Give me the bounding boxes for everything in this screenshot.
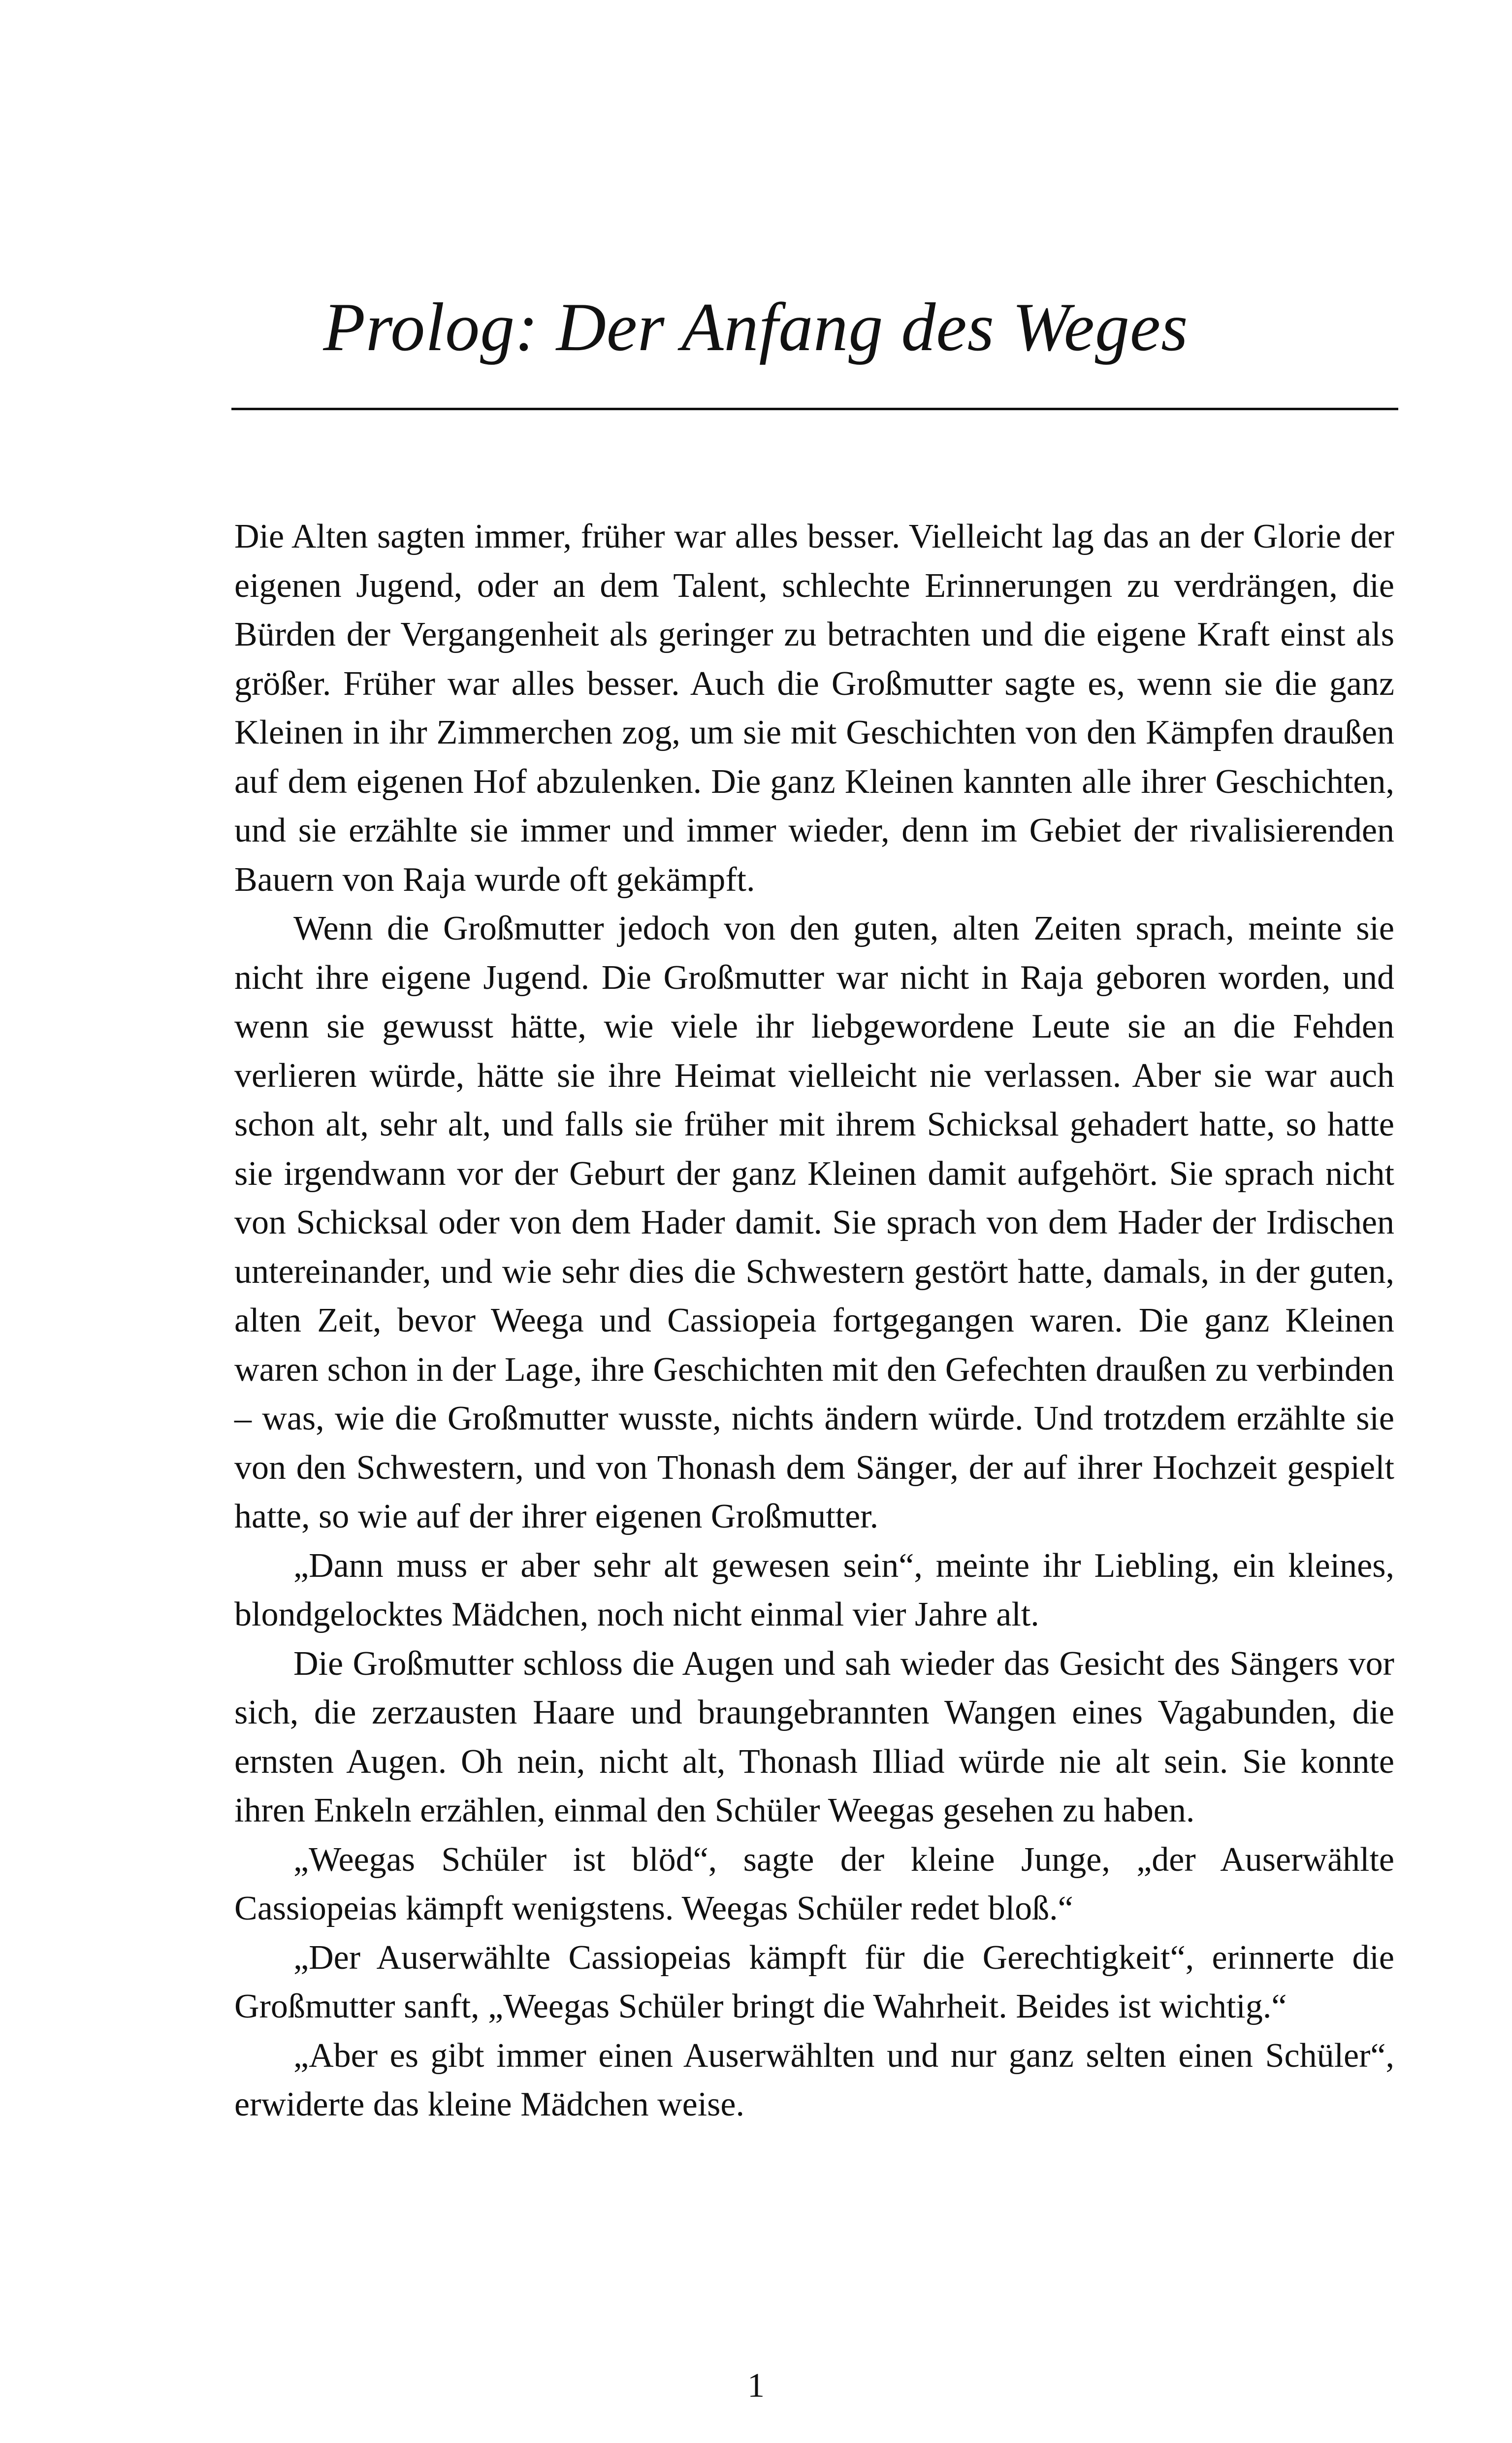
paragraph: „Weegas Schüler ist blöd“, sagte der kleine Junge, „der Auserwählte Cassiopeias kämpft wenigstens. Weegas Schüler redet bloß.“ (234, 1840, 1394, 1927)
body-text (234, 512, 1394, 2129)
page-number: 1 (747, 2367, 765, 2405)
paragraph: Wenn die Großmutter jedoch von den guten, alten Zeiten sprach, meinte sie nicht ihre eigene Jugend. Die Großmutter war nicht in Raja geboren worden, und wenn sie gewusst hätte, wie viele ihr liebgewordene Leute sie an die Fehden verlieren würde, hätte sie ihre Heimat vielleicht nie verlassen. Aber sie war auch schon alt, sehr alt, und falls sie früher mit ihrem Schicksal gehadert hatte, so hatte sie irgendwann vor der Geburt der ganz Kleinen damit aufgehört. Sie sprach nicht von Schicksal oder von dem Hader damit. Sie sprach von dem Hader der Irdischen untereinander, und wie sehr dies die Schwestern gestört hatte, damals, in der guten, alten Zeit, bevor Weega und Cassiopeia fortgegangen waren. Die ganz Kleinen waren schon in der Lage, ihre Geschichten mit den Gefechten draußen zu verbinden – was, wie die Großmutter wusste, nichts ändern würde. Und trotzdem erzählte sie von den Schwestern, und von Thonash dem Sänger, der auf ihrer Hochzeit gespielt hatte, so wie auf der ihrer eigenen Großmutter. (234, 910, 1394, 1535)
title-divider (231, 408, 1398, 410)
paragraph: „Aber es gibt immer einen Auserwählten und nur ganz selten einen Schüler“, erwiderte das kleine Mädchen weise. (234, 2036, 1394, 2123)
paragraph: „Der Auserwählte Cassiopeias kämpft für die Gerechtigkeit“, erinnerte die Großmutter sanft, „Weegas Schüler bringt die Wahrheit. Beides ist wichtig.“ (234, 1938, 1394, 2025)
paragraph: Die Großmutter schloss die Augen und sah wieder das Gesicht des Sängers vor sich, die zerzausten Haare und braungebrannten Wangen eines Vagabunden, die ernsten Augen. Oh nein, nicht alt, Thonash Illiad würde nie alt sein. Sie konnte ihren Enkeln erzählen, einmal den Schüler Weegas gesehen zu haben. (234, 1644, 1394, 1829)
paragraph: Die Alten sagten immer, früher war alles besser. Vielleicht lag das an der Glorie der eigenen Jugend, oder an dem Talent, schlechte Erinnerungen zu verdrängen, die Bürden der Vergangenheit als geringer zu betrachten und die eigene Kraft einst als größer. Früher war alles besser. Auch die Großmutter sagte es, wenn sie die ganz Kleinen in ihr Zimmerchen zog, um sie mit Geschichten von den Kämpfen draußen auf dem eigenen Hof abzulenken. Die ganz Kleinen kannten alle ihrer Geschichten, und sie erzählte sie immer und immer wieder, denn im Gebiet der rivalisierenden Bauern von Raja wurde oft gekämpft. (234, 518, 1394, 899)
chapter-title: Prolog: Der Anfang des Weges (323, 289, 1189, 365)
paragraph: „Dann muss er aber sehr alt gewesen sein“, meinte ihr Liebling, ein kleines, blondgelocktes Mädchen, noch nicht einmal vier Jahre alt. (234, 1546, 1394, 1633)
